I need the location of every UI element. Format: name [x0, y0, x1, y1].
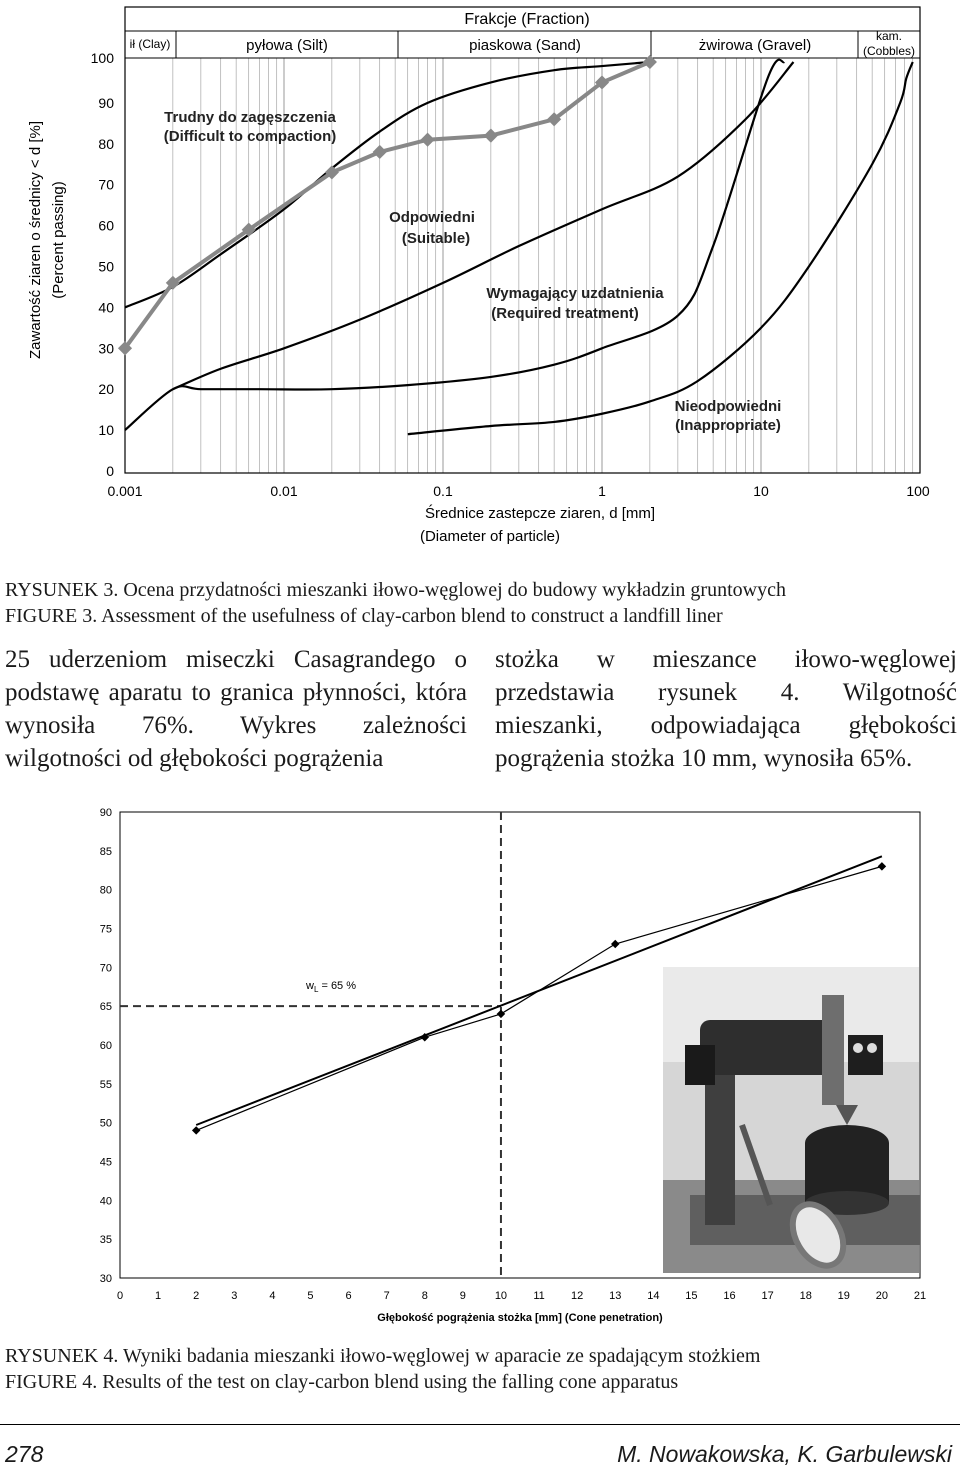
body-text-left-column: [5, 643, 467, 775]
x-tick-label: 4: [269, 1290, 276, 1302]
figure-3-gradation-chart: [0, 0, 960, 560]
zone-suitable: Odpowiedni: [389, 209, 475, 226]
zone-inappropriate-en: (Inappropriate): [675, 417, 781, 434]
chart-frame: [125, 7, 920, 473]
x-tick-label: 18: [799, 1290, 812, 1302]
y-tick-label: 60: [99, 1040, 112, 1052]
zone-difficult-en: (Difficult to compaction): [163, 128, 337, 145]
x-tick-label: 3: [231, 1290, 238, 1302]
y-tick-label: 90: [98, 94, 114, 111]
series-point: [484, 129, 498, 143]
zone-inappropriate: Nieodpowiedni: [674, 398, 782, 415]
y-tick-label: 30: [99, 1273, 112, 1285]
x-tick-label: 1: [598, 483, 606, 499]
y-tick-label: 10: [98, 422, 114, 439]
zone-suitable-en: (Suitable): [401, 230, 471, 247]
fraction-silt: pyłowa (Silt): [246, 37, 328, 54]
series-point: [373, 145, 387, 159]
x-tick-label: 1: [155, 1290, 162, 1302]
y-tick-label: 45: [99, 1156, 112, 1169]
x-tick-label: 20: [875, 1290, 889, 1302]
figure-4-caption-pl: RYSUNEK 4. Wyniki badania mieszanki iłowo-węglowej w aparacie ze spadającym stożkiem: [5, 1345, 761, 1367]
series-point: [421, 133, 435, 147]
y-tick-label: 35: [99, 1234, 112, 1247]
y-tick-label: 70: [98, 176, 114, 193]
figure-3-caption-pl: RYSUNEK 3. Ocena przydatności mieszanki iłowo-węglowej do budowy wykładzin gruntowych: [5, 579, 786, 601]
y-tick-label: 60: [98, 217, 114, 234]
zone-treatment-en: (Required treatment): [491, 305, 639, 322]
x-tick-label: 9: [459, 1290, 466, 1302]
figure-3-caption-en: FIGURE 3. Assessment of the usefulness of clay-carbon blend to construct a landfill liner: [5, 605, 723, 627]
series-point: [611, 940, 619, 948]
x-tick-label: 21: [913, 1290, 927, 1302]
y-tick-label: 80: [98, 135, 114, 152]
y-tick-label: 65: [99, 1001, 112, 1014]
x-tick-label: 14: [647, 1290, 660, 1302]
y-tick-label: 80: [99, 884, 112, 897]
fraction-clay: ił (Clay): [129, 37, 171, 51]
x-tick-label: 12: [571, 1290, 584, 1302]
series-point: [192, 1126, 200, 1134]
y-tick-labels: [91, 50, 115, 479]
y-axis-label-en: (Percent passing): [50, 181, 67, 299]
x-axis-label: Średnice zastepcze ziaren, d [mm]: [424, 505, 656, 522]
series-point: [643, 55, 657, 69]
x-tick-labels: [107, 483, 929, 499]
y-tick-label: 50: [99, 1117, 112, 1130]
x-tick-labels: [117, 1290, 926, 1302]
x-tick-label: 2: [193, 1290, 200, 1302]
x-tick-label: 0.1: [433, 483, 453, 499]
y-tick-label: 0: [106, 463, 114, 479]
paragraph-right: stożka w mieszance iłowo-węglowej przedstawia rysunek 4. Wilgotność mieszanki, odpowiadająca głębokości pogrążenia stożka 10 mm, wynosiła 65%.: [495, 646, 957, 772]
boundary-curve: [125, 62, 650, 307]
x-tick-label: 16: [723, 1290, 736, 1302]
x-tick-label: 8: [421, 1290, 428, 1302]
y-tick-label: 40: [98, 299, 114, 316]
zone-treatment: Wymagający uzdatnienia: [486, 285, 664, 302]
y-tick-labels: [100, 807, 112, 1285]
x-tick-label: 0.01: [270, 483, 298, 499]
page-number: 278: [5, 1441, 44, 1467]
y-tick-label: 100: [90, 50, 114, 66]
series-point: [497, 1010, 505, 1018]
cone-apparatus-photo: [663, 967, 920, 1275]
x-tick-label: 100: [906, 483, 930, 499]
fraction-cobbles: kam.: [875, 29, 903, 43]
fraction-gravel: żwirowa (Gravel): [698, 37, 812, 54]
x-tick-label: 19: [837, 1290, 850, 1302]
figure-4-caption-en: FIGURE 4. Results of the test on clay-carbon blend using the falling cone apparatus: [5, 1371, 679, 1393]
y-tick-label: 75: [99, 923, 112, 936]
y-axis-label: Zawartość ziaren o średnicy < d [%]: [27, 120, 44, 360]
y-tick-label: 90: [99, 807, 112, 819]
fraction-cobbles-en: (Cobbles): [862, 44, 916, 58]
series-point: [878, 862, 886, 870]
x-axis-label-en: (Diameter of particle): [419, 528, 561, 545]
x-tick-label: 6: [345, 1290, 352, 1302]
fraction-header: Frakcje (Fraction): [464, 11, 590, 28]
y-tick-label: 85: [99, 845, 112, 858]
x-tick-label: 11: [533, 1290, 545, 1302]
x-tick-label: 5: [307, 1290, 314, 1302]
x-tick-label: 15: [685, 1290, 698, 1302]
zone-difficult: Trudny do zagęszczenia: [164, 109, 336, 126]
x-tick-label: 13: [609, 1290, 622, 1302]
x-tick-label: 0: [116, 1290, 124, 1302]
body-text-right-column: [495, 643, 957, 775]
y-tick-label: 20: [98, 381, 114, 398]
fraction-sand: piaskowa (Sand): [469, 37, 581, 54]
y-tick-label: 40: [99, 1195, 112, 1208]
x-tick-label: 10: [753, 483, 769, 499]
x-tick-label: 10: [494, 1290, 508, 1302]
y-tick-label: 70: [99, 962, 112, 975]
authors: M. Nowakowska, K. Garbulewski: [617, 1441, 952, 1467]
y-tick-label: 30: [98, 340, 114, 357]
x-axis-label: Głębokość pogrążenia stożka [mm] (Cone penetration): [377, 1312, 663, 1324]
y-tick-label: 55: [99, 1078, 112, 1091]
figure-4-cone-chart: [0, 795, 960, 1335]
x-tick-label: 0.001: [107, 483, 143, 499]
y-tick-label: 50: [98, 258, 114, 275]
paragraph-left: 25 uderzeniom miseczki Casagrandego o podstawę aparatu to granica płynności, która wynosiła 76%. Wykres zależności wilgotności od głębokości pogrążenia: [5, 646, 467, 772]
footer-rule: [0, 1424, 960, 1425]
x-tick-label: 17: [761, 1290, 774, 1302]
x-tick-label: 7: [383, 1290, 390, 1302]
wl-annotation: $w_L = 65$ %: [306, 980, 357, 994]
